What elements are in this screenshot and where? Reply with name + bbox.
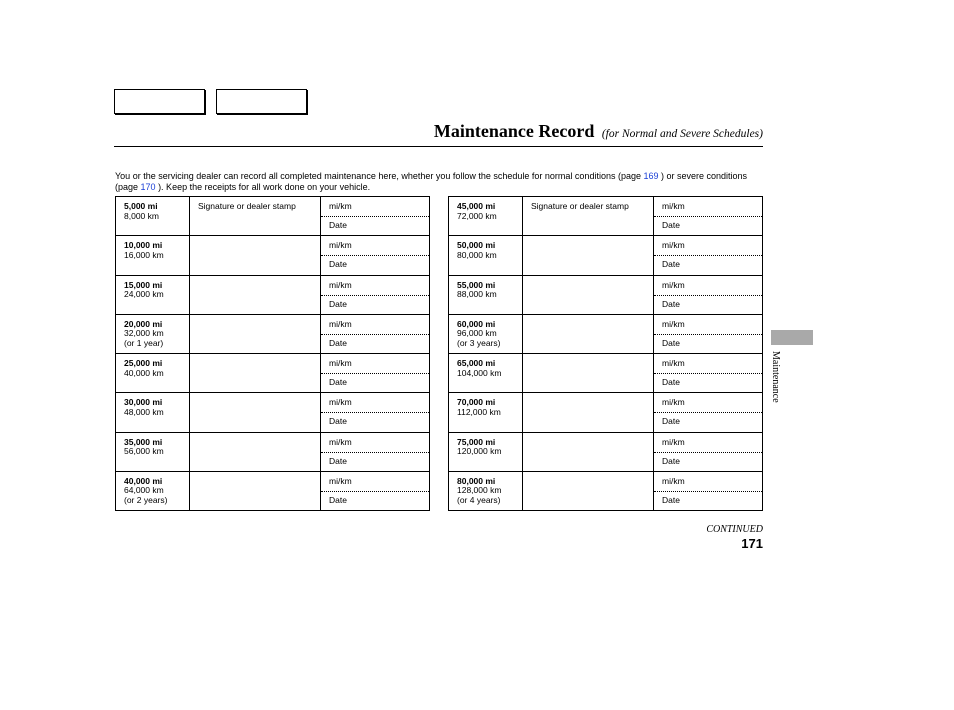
signature-cell[interactable] bbox=[190, 315, 321, 353]
mileage-field-label: mi/km bbox=[662, 397, 685, 408]
mileage-field-label: mi/km bbox=[662, 201, 685, 211]
dotted-divider bbox=[654, 491, 762, 492]
interval-km: 64,000 km bbox=[124, 485, 164, 496]
signature-cell[interactable] bbox=[523, 236, 654, 274]
interval-km: 56,000 km bbox=[124, 446, 164, 456]
date-field-label: Date bbox=[662, 377, 680, 387]
entry-cell[interactable] bbox=[654, 315, 762, 353]
maintenance-table-right bbox=[448, 196, 763, 511]
signature-label: Signature or dealer stamp bbox=[531, 201, 629, 211]
mileage-field-label: mi/km bbox=[329, 475, 352, 486]
signature-cell[interactable] bbox=[190, 276, 321, 314]
maintenance-table-left bbox=[115, 196, 430, 511]
mileage-field-label: mi/km bbox=[662, 279, 685, 290]
title-divider bbox=[114, 146, 763, 147]
interval-time: (or 1 year) bbox=[124, 337, 164, 348]
record-row bbox=[449, 433, 762, 472]
date-field-label: Date bbox=[329, 259, 347, 270]
entry-cell[interactable] bbox=[321, 393, 429, 431]
intro-text-3: ). Keep the receipts for all work done on your vehicle. bbox=[155, 181, 371, 192]
signature-cell[interactable] bbox=[190, 433, 321, 471]
interval-miles: 15,000 mi bbox=[124, 279, 163, 290]
interval-km: 128,000 km bbox=[457, 485, 502, 496]
page-link-170[interactable]: 170 bbox=[140, 181, 156, 192]
service-interval-cell bbox=[116, 354, 190, 392]
date-field-label: Date bbox=[329, 337, 347, 348]
service-interval-cell bbox=[116, 197, 190, 235]
interval-miles: 25,000 mi bbox=[124, 358, 163, 368]
entry-cell[interactable] bbox=[654, 197, 762, 235]
entry-cell[interactable] bbox=[321, 354, 429, 392]
entry-cell[interactable] bbox=[321, 197, 429, 235]
interval-km: 32,000 km bbox=[124, 328, 164, 339]
entry-cell[interactable] bbox=[321, 472, 429, 511]
interval-miles: 80,000 mi bbox=[457, 475, 496, 486]
record-row bbox=[449, 315, 762, 354]
record-row bbox=[116, 276, 429, 315]
service-interval-cell bbox=[449, 472, 523, 511]
date-field-label: Date bbox=[329, 494, 347, 505]
service-interval-cell bbox=[116, 315, 190, 353]
dotted-divider bbox=[321, 216, 429, 217]
page-number: 171 bbox=[741, 536, 763, 551]
entry-cell[interactable] bbox=[321, 433, 429, 471]
entry-cell[interactable] bbox=[654, 354, 762, 392]
record-row bbox=[116, 472, 429, 511]
signature-cell[interactable] bbox=[523, 354, 654, 392]
interval-km: 88,000 km bbox=[457, 289, 497, 299]
mileage-field-label: mi/km bbox=[329, 358, 352, 368]
interval-miles: 60,000 mi bbox=[457, 318, 496, 329]
date-field-label: Date bbox=[329, 220, 347, 230]
date-field-label: Date bbox=[662, 220, 680, 230]
service-interval-cell bbox=[449, 315, 523, 353]
mileage-field-label: mi/km bbox=[662, 475, 685, 486]
signature-cell[interactable] bbox=[190, 354, 321, 392]
mileage-field-label: mi/km bbox=[329, 240, 352, 251]
dotted-divider bbox=[654, 255, 762, 256]
entry-cell[interactable] bbox=[654, 472, 762, 511]
date-field-label: Date bbox=[662, 298, 680, 309]
dotted-divider bbox=[654, 334, 762, 335]
interval-miles: 10,000 mi bbox=[124, 240, 163, 251]
interval-km: 16,000 km bbox=[124, 249, 164, 260]
section-tab-maintenance[interactable] bbox=[771, 330, 813, 345]
interval-km: 8,000 km bbox=[124, 210, 159, 221]
mileage-field-label: mi/km bbox=[662, 358, 685, 368]
record-row bbox=[116, 354, 429, 393]
interval-km: 40,000 km bbox=[124, 367, 164, 378]
record-row bbox=[116, 433, 429, 472]
date-field-label: Date bbox=[662, 337, 680, 348]
entry-cell[interactable] bbox=[321, 315, 429, 353]
dotted-divider bbox=[654, 412, 762, 413]
date-field-label: Date bbox=[329, 455, 347, 466]
mileage-field-label: mi/km bbox=[662, 240, 685, 251]
signature-cell[interactable] bbox=[523, 276, 654, 314]
service-interval-cell bbox=[449, 354, 523, 392]
entry-cell[interactable] bbox=[321, 236, 429, 274]
interval-miles: 40,000 mi bbox=[124, 475, 163, 486]
interval-miles: 20,000 mi bbox=[124, 318, 163, 329]
date-field-label: Date bbox=[662, 416, 680, 427]
interval-km: 80,000 km bbox=[457, 249, 497, 260]
signature-cell[interactable] bbox=[190, 197, 321, 235]
record-row bbox=[449, 236, 762, 275]
date-field-label: Date bbox=[662, 455, 680, 466]
service-interval-cell bbox=[449, 393, 523, 431]
page-link-169[interactable]: 169 bbox=[643, 171, 659, 181]
dotted-divider bbox=[654, 373, 762, 374]
entry-cell[interactable] bbox=[654, 236, 762, 274]
page-title: Maintenance Record bbox=[433, 121, 595, 141]
dotted-divider bbox=[321, 452, 429, 453]
interval-time: (or 2 years) bbox=[124, 494, 168, 505]
dotted-divider bbox=[321, 412, 429, 413]
interval-miles: 75,000 mi bbox=[457, 436, 496, 447]
service-interval-cell bbox=[449, 197, 523, 235]
nav-button-main-menu[interactable] bbox=[114, 89, 205, 114]
dotted-divider bbox=[654, 295, 762, 296]
interval-miles: 50,000 mi bbox=[457, 240, 496, 251]
date-field-label: Date bbox=[329, 298, 347, 309]
continued-label: CONTINUED bbox=[706, 524, 763, 535]
page-title-row bbox=[434, 121, 763, 144]
record-row bbox=[449, 276, 762, 315]
date-field-label: Date bbox=[662, 259, 680, 270]
interval-km: 24,000 km bbox=[124, 289, 164, 299]
service-interval-cell bbox=[449, 236, 523, 274]
signature-cell[interactable] bbox=[523, 315, 654, 353]
record-row bbox=[449, 354, 762, 393]
service-interval-cell bbox=[449, 433, 523, 471]
date-field-label: Date bbox=[329, 416, 347, 427]
service-interval-cell bbox=[116, 393, 190, 431]
signature-cell[interactable] bbox=[523, 472, 654, 511]
entry-cell[interactable] bbox=[654, 276, 762, 314]
page-subtitle: (for Normal and Severe Schedules) bbox=[601, 128, 763, 140]
date-field-label: Date bbox=[329, 377, 347, 387]
intro-text-1: You or the servicing dealer can record all completed maintenance here, whether you follow the schedule for normal conditions (page bbox=[115, 171, 644, 181]
interval-miles: 5,000 mi bbox=[124, 201, 158, 211]
signature-cell[interactable] bbox=[523, 197, 654, 235]
service-interval-cell bbox=[116, 276, 190, 314]
signature-cell[interactable] bbox=[523, 393, 654, 431]
dotted-divider bbox=[321, 295, 429, 296]
interval-miles: 35,000 mi bbox=[124, 436, 163, 447]
interval-miles: 55,000 mi bbox=[457, 279, 496, 290]
interval-time: (or 3 years) bbox=[457, 337, 501, 348]
interval-miles: 30,000 mi bbox=[124, 397, 163, 408]
interval-km: 72,000 km bbox=[457, 210, 497, 221]
interval-miles: 45,000 mi bbox=[457, 201, 496, 211]
interval-km: 112,000 km bbox=[457, 406, 501, 417]
signature-cell[interactable] bbox=[190, 236, 321, 274]
dotted-divider bbox=[321, 373, 429, 374]
intro-text-2: ) or severe conditions (page bbox=[115, 171, 748, 192]
interval-km: 120,000 km bbox=[457, 446, 502, 456]
record-row bbox=[449, 197, 762, 236]
dotted-divider bbox=[321, 491, 429, 492]
interval-miles: 65,000 mi bbox=[457, 358, 496, 368]
dotted-divider bbox=[321, 255, 429, 256]
interval-time: (or 4 years) bbox=[457, 494, 501, 505]
interval-km: 96,000 km bbox=[457, 328, 497, 339]
nav-button-index[interactable] bbox=[216, 89, 307, 114]
record-row bbox=[116, 236, 429, 275]
signature-label: Signature or dealer stamp bbox=[198, 201, 296, 211]
service-interval-cell bbox=[116, 433, 190, 471]
mileage-field-label: mi/km bbox=[329, 201, 352, 211]
record-row bbox=[449, 472, 762, 511]
dotted-divider bbox=[654, 452, 762, 453]
dotted-divider bbox=[321, 334, 429, 335]
mileage-field-label: mi/km bbox=[329, 397, 352, 408]
interval-miles: 70,000 mi bbox=[457, 397, 496, 408]
section-label: Maintenance bbox=[770, 351, 781, 403]
record-row bbox=[116, 315, 429, 354]
mileage-field-label: mi/km bbox=[329, 436, 352, 447]
record-row bbox=[116, 393, 429, 432]
signature-cell[interactable] bbox=[523, 433, 654, 471]
service-interval-cell bbox=[116, 236, 190, 274]
signature-cell[interactable] bbox=[190, 393, 321, 431]
entry-cell[interactable] bbox=[654, 393, 762, 431]
service-interval-cell bbox=[449, 276, 523, 314]
mileage-field-label: mi/km bbox=[662, 436, 685, 447]
entry-cell[interactable] bbox=[654, 433, 762, 471]
mileage-field-label: mi/km bbox=[329, 279, 352, 290]
record-row bbox=[449, 393, 762, 432]
interval-km: 104,000 km bbox=[457, 367, 502, 378]
intro-paragraph bbox=[115, 171, 755, 192]
signature-cell[interactable] bbox=[190, 472, 321, 511]
interval-km: 48,000 km bbox=[124, 406, 164, 417]
date-field-label: Date bbox=[662, 494, 680, 505]
dotted-divider bbox=[654, 216, 762, 217]
mileage-field-label: mi/km bbox=[662, 318, 685, 329]
service-interval-cell bbox=[116, 472, 190, 511]
record-row bbox=[116, 197, 429, 236]
entry-cell[interactable] bbox=[321, 276, 429, 314]
mileage-field-label: mi/km bbox=[329, 318, 352, 329]
